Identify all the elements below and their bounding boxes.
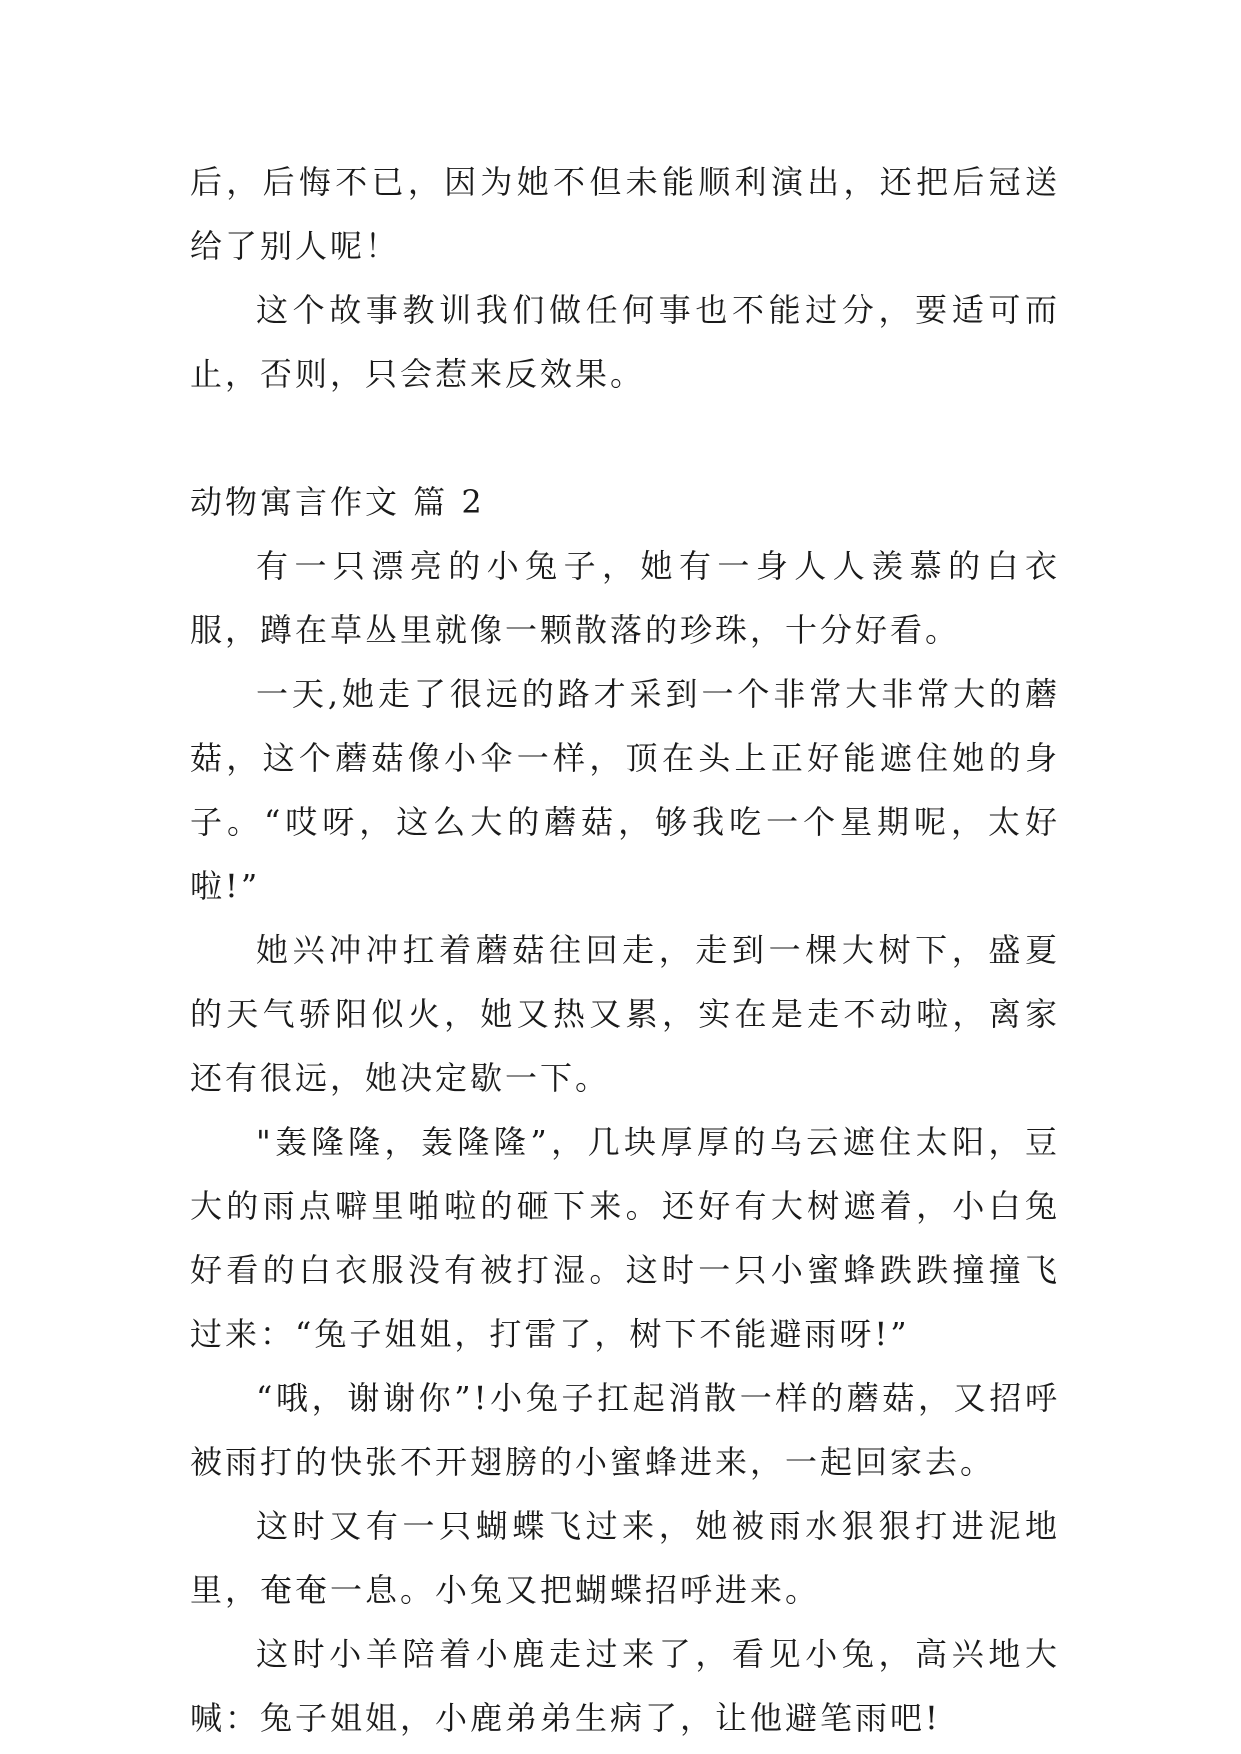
- paragraph: “哦，谢谢你”!小兔子扛起消散一样的蘑菇，又招呼被雨打的快张不开翅膀的小蜜蜂进来，一起回家去。: [190, 1379, 1060, 1481]
- paragraph: 这时又有一只蝴蝶飞过来，她被雨水狠狠打进泥地里，奄奄一息。小兔又把蝴蝶招呼进来。: [190, 1507, 1060, 1609]
- paragraph: 一天,她走了很远的路才采到一个非常大非常大的蘑菇，这个蘑菇像小伞一样，顶在头上正好能遮住她的身子。“哎呀，这么大的蘑菇，够我吃一个星期呢，太好啦!”: [190, 675, 1060, 905]
- section-title: 动物寓言作文 篇 2: [190, 483, 485, 521]
- document-body: [190, 150, 1060, 1750]
- paragraph-continued: 后，后悔不已，因为她不但未能顺利演出，还把后冠送给了别人呢！: [190, 163, 1060, 265]
- paragraph-moral: 这个故事教训我们做任何事也不能过分，要适可而止，否则，只会惹来反效果。: [190, 291, 1060, 393]
- paragraph: 有一只漂亮的小兔子，她有一身人人羡慕的白衣服，蹲在草丛里就像一颗散落的珍珠，十分好看。: [190, 547, 1060, 649]
- paragraph: 她兴冲冲扛着蘑菇往回走，走到一棵大树下，盛夏的天气骄阳似火，她又热又累，实在是走不动啦，离家还有很远，她决定歇一下。: [190, 931, 1060, 1097]
- paragraph: "轰隆隆，轰隆隆”，几块厚厚的乌云遮住太阳，豆大的雨点噼里啪啦的砸下来。还好有大树遮着，小白兔好看的白衣服没有被打湿。这时一只小蜜蜂跌跌撞撞飞过来：“兔子姐姐，打雷了，树下不能避雨呀!”: [190, 1123, 1060, 1353]
- paragraph: 这时小羊陪着小鹿走过来了，看见小兔，高兴地大喊：兔子姐姐，小鹿弟弟生病了，让他避笔雨吧!: [190, 1635, 1060, 1737]
